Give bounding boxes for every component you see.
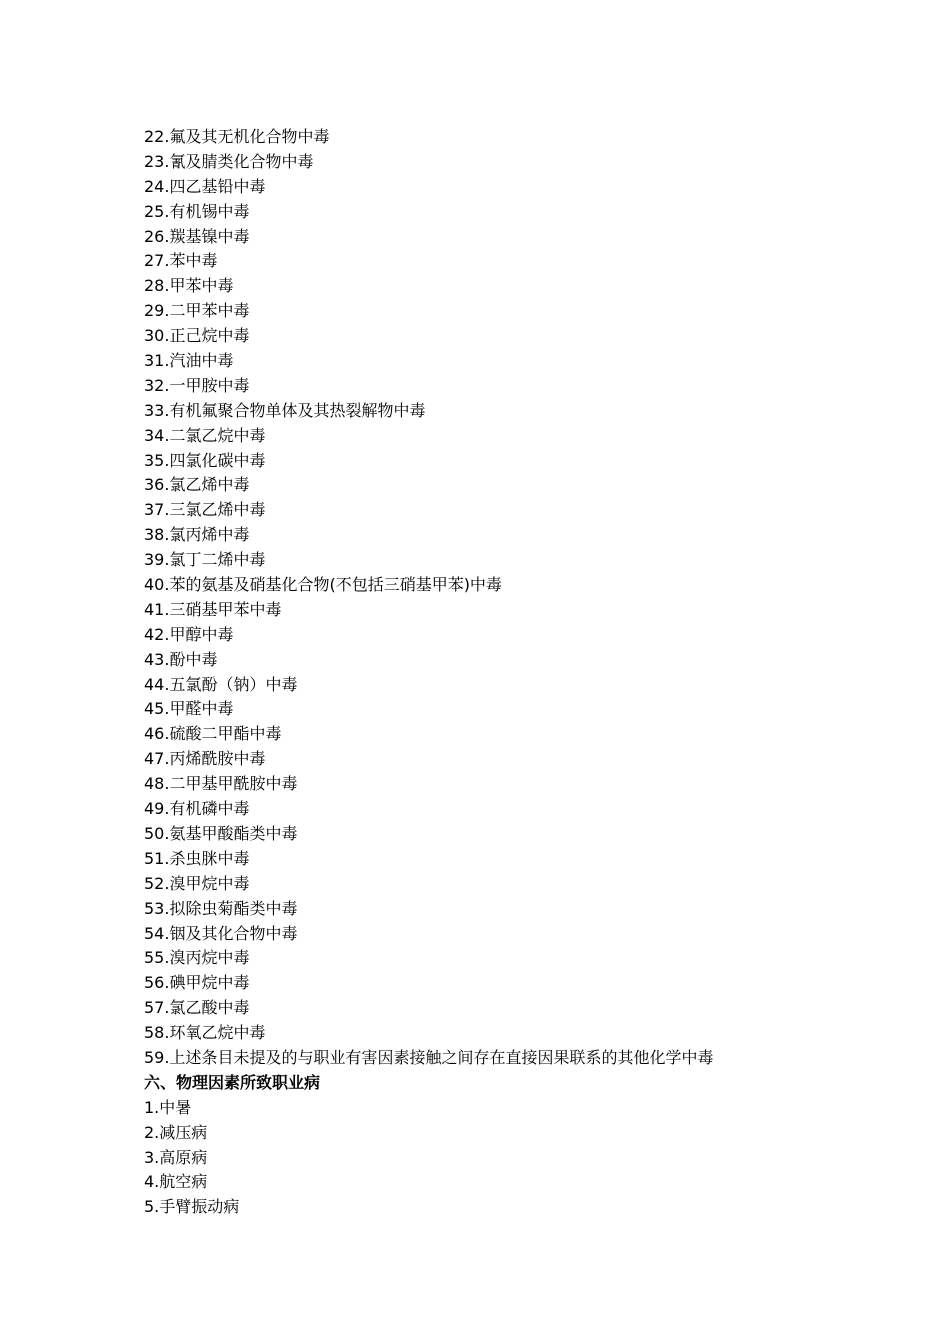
list-item: 55.溴丙烷中毒 bbox=[144, 948, 250, 968]
list-item: 56.碘甲烷中毒 bbox=[144, 973, 250, 993]
list-item: 34.二氯乙烷中毒 bbox=[144, 425, 266, 445]
list-item: 47.丙烯酰胺中毒 bbox=[144, 749, 266, 769]
list-item: 39.氯丁二烯中毒 bbox=[144, 550, 266, 570]
list-item: 42.甲醇中毒 bbox=[144, 624, 234, 644]
list-item: 57.氯乙酸中毒 bbox=[144, 998, 250, 1018]
list-item: 31.汽油中毒 bbox=[144, 351, 234, 371]
list-item: 54.铟及其化合物中毒 bbox=[144, 923, 298, 943]
list-item: 52.溴甲烷中毒 bbox=[144, 873, 250, 893]
list-item: 49.有机磷中毒 bbox=[144, 799, 250, 819]
list-item: 46.硫酸二甲酯中毒 bbox=[144, 724, 282, 744]
list-item: 26.羰基镍中毒 bbox=[144, 226, 250, 246]
list-item: 5.手臂振动病 bbox=[144, 1197, 240, 1217]
list-item: 48.二甲基甲酰胺中毒 bbox=[144, 774, 298, 794]
document-body bbox=[144, 125, 864, 1220]
list-item: 4.航空病 bbox=[144, 1172, 208, 1192]
list-item: 37.三氯乙烯中毒 bbox=[144, 500, 266, 520]
list-item: 43.酚中毒 bbox=[144, 649, 218, 669]
list-item: 33.有机氟聚合物单体及其热裂解物中毒 bbox=[144, 400, 426, 420]
list-item: 40.苯的氨基及硝基化合物(不包括三硝基甲苯)中毒 bbox=[144, 575, 502, 595]
list-item: 32.一甲胺中毒 bbox=[144, 375, 250, 395]
list-item: 25.有机锡中毒 bbox=[144, 201, 250, 221]
list-item: 3.高原病 bbox=[144, 1147, 208, 1167]
list-item: 24.四乙基铅中毒 bbox=[144, 176, 266, 196]
list-item: 59.上述条目未提及的与职业有害因素接触之间存在直接因果联系的其他化学中毒 bbox=[144, 1047, 714, 1067]
list-item: 38.氯丙烯中毒 bbox=[144, 525, 250, 545]
list-item: 45.甲醛中毒 bbox=[144, 699, 234, 719]
list-item: 53.拟除虫菊酯类中毒 bbox=[144, 898, 298, 918]
list-item: 23.氰及腈类化合物中毒 bbox=[144, 151, 314, 171]
list-item: 30.正己烷中毒 bbox=[144, 326, 250, 346]
list-item: 27.苯中毒 bbox=[144, 251, 218, 271]
list-item: 51.杀虫脒中毒 bbox=[144, 848, 250, 868]
list-item: 1.中暑 bbox=[144, 1097, 192, 1117]
list-item: 29.二甲苯中毒 bbox=[144, 301, 250, 321]
list-item: 28.甲苯中毒 bbox=[144, 276, 234, 296]
list-item: 2.减压病 bbox=[144, 1122, 208, 1142]
section-heading: 六、物理因素所致职业病 bbox=[144, 1072, 321, 1092]
list-item: 44.五氯酚（钠）中毒 bbox=[144, 674, 298, 694]
list-item: 50.氨基甲酸酯类中毒 bbox=[144, 823, 298, 843]
list-item: 36.氯乙烯中毒 bbox=[144, 475, 250, 495]
list-item: 41.三硝基甲苯中毒 bbox=[144, 599, 282, 619]
list-item: 22.氟及其无机化合物中毒 bbox=[144, 127, 330, 146]
list-item: 35.四氯化碳中毒 bbox=[144, 450, 266, 470]
list-item: 58.环氧乙烷中毒 bbox=[144, 1023, 266, 1043]
